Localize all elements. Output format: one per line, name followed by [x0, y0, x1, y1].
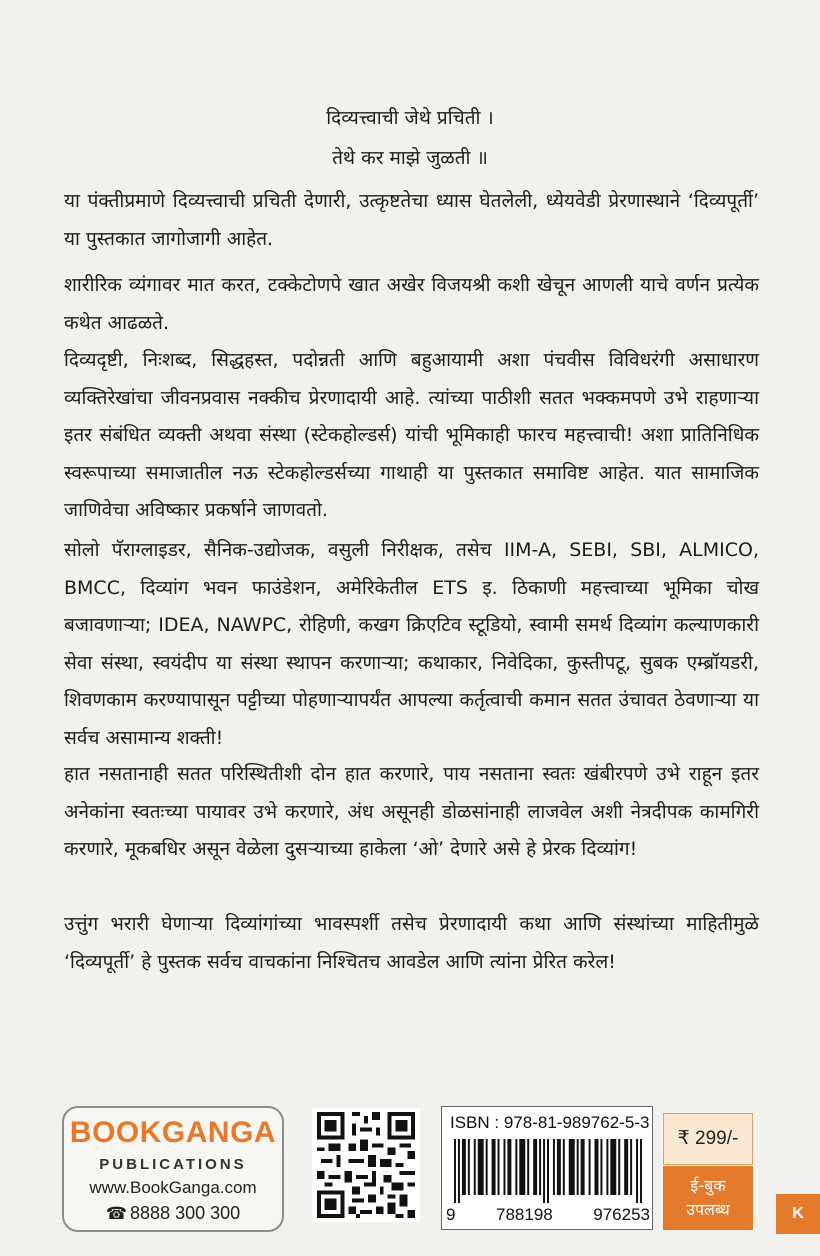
blurb-paragraph-5: हात नसतानाही सतत परिस्थितीशी दोन हात करणारे, पाय नसताना स्वतः खंबीरपणे उभे राहून इतर अनेकांना स्वतःच्या पायावर उभे करणारे, अंध असूनही डोळसांनाही लाजवेल अशी नेत्रदीपक कामगिरी करणारे, मूकबधिर असून वेळेला दुसऱ्याच्या हाकेला ‘ओ’ देणारे असे हे प्रेरक दिव्यांग! — [64, 763, 759, 860]
isbn-barcode-box — [441, 1106, 653, 1230]
barcode-digits — [446, 1205, 650, 1225]
verse-line-1: दिव्यत्त्वाची जेथे प्रचिती । — [326, 107, 494, 129]
side-tab: K — [776, 1194, 820, 1234]
publisher-sub: PUBLICATIONS — [99, 1156, 247, 1173]
publisher-logo — [62, 1106, 284, 1232]
ebook-available-badge — [663, 1166, 753, 1230]
barcode-digit-first: 9 — [446, 1205, 456, 1224]
publisher-phone-number: 8888 300 300 — [130, 1203, 241, 1223]
barcode-digits-group-2: 976253 — [593, 1205, 650, 1224]
blurb-paragraph-6: उत्तुंग भरारी घेणाऱ्या दिव्यांगांच्या भावस्पर्शी तसेच प्रेरणादायी कथा आणि संस्थांच्या माहितीमुळे ‘दिव्यपूर्ती’ हे पुस्तक सर्वच वाचकांना निश्चितच आवडेल आणि त्यांना प्रेरित करेल! — [64, 913, 759, 973]
isbn-label: ISBN : 978-81-989762-5-3 — [450, 1113, 650, 1132]
barcode-digits-group-1: 788198 — [496, 1205, 553, 1224]
blurb-paragraph-4: सोलो पॅराग्लाइडर, सैनिक-उद्योजक, वसुली निरीक्षक, तसेच IIM-A, SEBI, SBI, ALMICO, BMCC, दिव्यांग भवन फाउंडेशन, अमेरिकेतील ETS इ. ठिकाणी महत्त्वाच्या भूमिका चोख बजावणाऱ्या; IDEA, NAWPC, रोहिणी, कखग क्रिएटिव स्टूडियो, स्वामी समर्थ दिव्यांग कल्याणकारी सेवा संस्था, स्वयंदीप या संस्था स्थापन करणाऱ्या; कथाकार, निवेदिका, कुस्तीपटू, सुबक एम्ब्रॉयडरी, शिवणकाम करण्यापासून पट्टीच्या पोहणाऱ्यापर्यंत आपल्या कर्तृत्वाची कमान सतत उंचावत ठेवणाऱ्या या सर्वच असामान्य शक्ती! — [64, 539, 759, 749]
ebook-line-2: उपलब्ध — [686, 1200, 730, 1219]
qr-code — [312, 1108, 420, 1222]
barcode — [454, 1139, 642, 1203]
blurb-paragraph-2: शारीरिक व्यंगावर मात करत, टक्केटोणपे खात अखेर विजयश्री कशी खेचून आणली याचे वर्णन प्रत्येक कथेत आढळते. — [64, 274, 759, 334]
ebook-line-1: ई-बुक — [690, 1176, 726, 1195]
publisher-brand: BOOKGANGA — [69, 1116, 277, 1149]
phone-icon: ☎ — [105, 1204, 128, 1223]
publisher-phone — [64, 1203, 282, 1224]
blurb-paragraph-1: या पंक्तीप्रमाणे दिव्यत्त्वाची प्रचिती देणारी, उत्कृष्टतेचा ध्यास घेतलेली, ध्येयवेडी प्रेरणास्थाने ‘दिव्यपूर्ती’ या पुस्तकात जागोजागी आहेत. — [64, 190, 759, 250]
blurb-paragraph-3: दिव्यदृष्टी, निःशब्द, सिद्धहस्त, पदोन्नती आणि बहुआयामी अशा पंचवीस विविधरंगी असाधारण व्यक्तिरेखांचा जीवनप्रवास नक्कीच प्रेरणादायी आहे. त्यांच्या पाठीशी सतत भक्कमपणे उभे राहणाऱ्या इतर संबंधित व्यक्ती अथवा संस्था (स्टेकहोल्डर्स) यांची भूमिकाही फारच महत्त्वाची! अशा प्रातिनिधिक स्वरूपाच्या समाजातील नऊ स्टेकहोल्डर्सच्या गाथाही या पुस्तकात समाविष्ट आहेत. यात सामाजिक जाणिवेचा अविष्कार प्रकर्षाने जाणवतो. — [64, 349, 759, 521]
verse-line-2: तेथे कर माझे जुळती ॥ — [332, 147, 488, 169]
publisher-url[interactable]: www.BookGanga.com — [89, 1178, 257, 1197]
price-tag: ₹ 299/- — [663, 1113, 753, 1165]
